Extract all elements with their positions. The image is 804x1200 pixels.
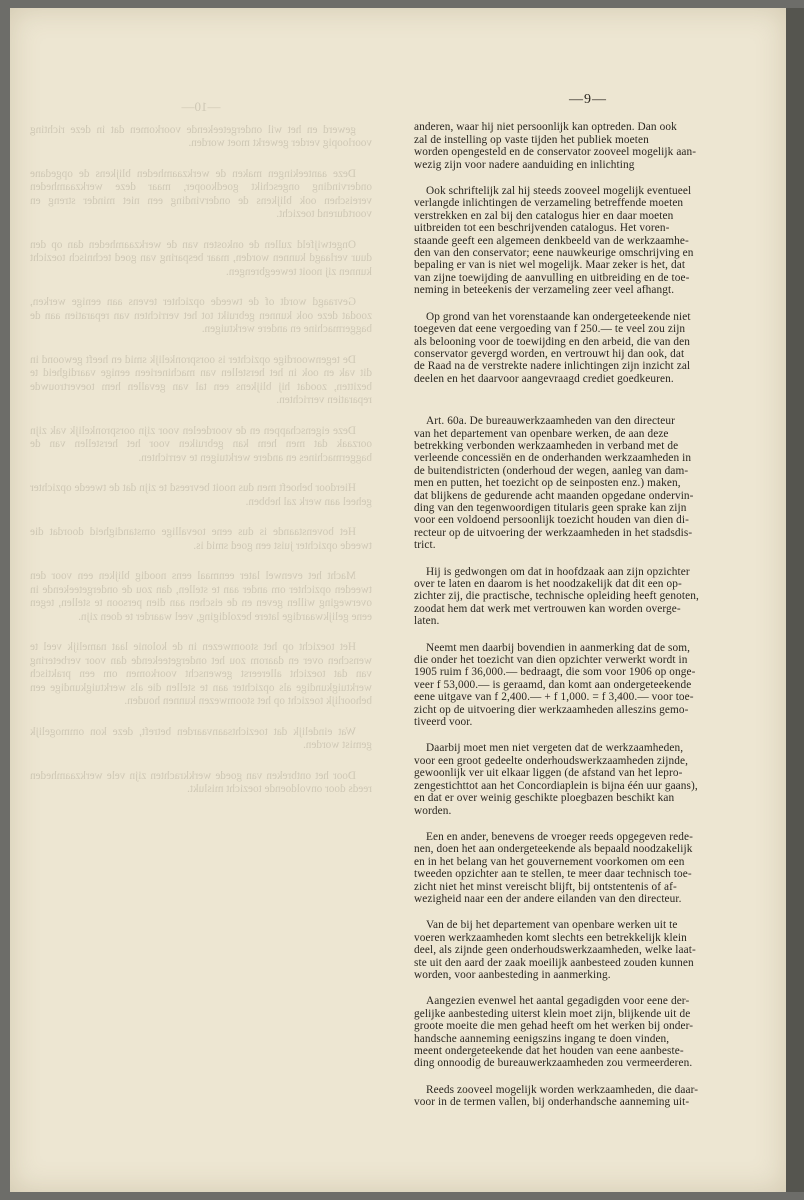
text-line: meent ondergeteekende dat het houden van eene aanbeste- [414,1045,684,1057]
text-line: verleende concessiën en de onderhanden werkzaamheden in [414,452,692,465]
page-number: —9— [569,92,607,107]
text-line: conservator gevergd worden, en vertrouwt hij dan ook, dat [414,347,685,360]
text-line: voor een groot gedeelte onderhoudswerkzaamheden zijnde, [414,754,689,767]
show-through-paragraph: Deze eigenschappen en de voordeelen voor zijn oorspronkelijk vak zijn oorzaak dat men hem kan gebruiken voor het herstellen van de baggermachines en andere werktuigen te verrichten. [30,424,372,464]
text-line: ste uit den aard der zaak moeilijk aanbesteed zouden kunnen [414,956,694,969]
text-line: recteur op de uitvoering der werkzaamheden in het stadsdis- [414,526,693,539]
show-through-paragraph: Macht het evenwel later eenmaal eens noodig blijken een voor den tweeden opzichter om ander aan te stellen, dan zou de ondergeteekende in overweging willen geven en de eischen aan dien persoon te stellen, tegen eene gelijkwaardige latere bezoldiging, veel waarder te doen zijn. [30,570,372,623]
text-line: betrekking verbonden werkzaamheden in verband met de [414,439,679,452]
text-line: gewoonlijk ver uit elkaar liggen (de afstand van het lepro- [414,767,683,780]
text-line: dat blijkens de gedurende acht maanden opgedane ondervin- [414,489,694,502]
text-line: deel, als zijnde geen onderhoudswerkzaamheden, welke laat- [414,944,696,957]
text-line: de buitendistricten (onderhoud der wegen, aanleg van dam- [414,464,689,477]
text-line: verlangde inlichtingen de verzameling betreffende moeten [414,197,684,210]
paragraph-p5 [414,566,762,628]
text-line: eene uitgave van f 2,400.— + f 1,000. = f 3,400.— voor toe- [414,691,694,704]
text-line: Daarbij moet men niet vergeten dat de werkzaamheden, [426,742,684,755]
page-edge-shadow [786,8,804,1192]
paragraph-p8 [414,831,762,905]
text-line: voor een voldoend persoonlijk toezicht houden van dien di- [414,514,689,527]
text-line: Op grond van het vorenstaande kan ondergeteekende niet [426,310,691,323]
text-line: worden. [414,804,452,817]
text-line: ding van den tegenwoordigen titularis geen sprake kan zijn [414,501,687,514]
paragraph-p6 [414,642,762,729]
paragraph-p2 [414,185,762,297]
text-line: 1905 ruim f 36,000.— bedraagt, die som voor 1906 op onge- [414,666,696,679]
text-line: en in het belang van het gouvernement voorkomen om een [414,855,685,868]
text-line: tweeden opzichter aan te stellen, te meer daar technisch toe- [414,868,692,881]
text-line: voor in de termen vallen, bij onderhandsche aanneming uit- [414,1096,690,1109]
paragraph-p4 [414,415,762,551]
text-line: laten. [414,615,440,628]
text-line: worden opengesteld en de conservator zooveel mogelijk aan- [414,146,697,159]
text-line: en dat er over weinig geschikte ploegbazen beschikt kan [414,792,675,805]
paragraph-p7 [414,742,762,816]
show-through-paragraph: Deze aanteekingen maken de werkzaamheden blijkens de opgedane ondervinding ongeschikt goedkooper, maar deze werkzaamheden vereischen ook blijkens de ondervinding een niet minder streng en voortdurend toezicht. [30,167,372,220]
text-line: Reeds zooveel mogelijk worden werkzaamheden, die daar- [426,1083,699,1096]
show-through-paragraph: De tegenwoordige opzichter is oorspronkelijk smid en heeft gewoond in dit vak en ook in het herstellen van machinerieen eenige vaardigheid te bezitten, zoodat hij blijkens een tal van gevallen hem toevertrouwde reparatien verrichten. [30,353,372,406]
text-line: uitbreiden tot een beschrijvenden catalogus. Het voren- [414,222,670,235]
text-line: anderen, waar hij niet persoonlijk kan optreden. Dan ook [414,121,677,134]
text-line: Ook schriftelijk zal hij steeds zooveel mogelijk eventueel [426,185,692,198]
text-line: tiveerd voor. [414,716,473,729]
text-line: handsche aanneming eenigszins ingang te doen vinden, [414,1032,670,1045]
text-line: staande geeft een algemeen denkbeeld van de werkzaamhe- [414,234,689,247]
text-line: neming in beteekenis der verzameling zeer veel afhangt. [414,284,675,297]
text-line: zengestichttot aan het Concordiaplein is bijna één uur gaans), [414,779,698,792]
text-line: zal de instelling op vaste tijden het publiek moeten [414,133,649,146]
show-through-paragraph: Gevraagd wordt of de tweede opzichter tevens aan eenige werken, zoodat deze ook kunnen gebruikt tot het verrichten van reparatien aan de baggermachine en andere werktuigen. [30,296,372,335]
text-line: die onder het toezicht van dien opzichter verwerkt wordt in [414,654,688,667]
show-through-paragraph: Het bovenstaande is dus eene toevallige omstandigheid doordat die tweede opzichter juist een goed smid is. [30,526,372,552]
show-through-page-number: —10— [181,99,221,114]
text-line: als belooning voor de toewijding en den arbeid, die van den [414,335,691,348]
text-line: zicht niet het minst vereischt blijft, bij ontstentenis of af- [414,880,677,893]
text-line: worden, voor aanbesteding in aanmerking. [414,968,611,981]
text-line: over te laten en daarom is het noodzakelijk dat dit een op- [414,578,682,590]
show-through-paragraph: Ongetwijfeld zullen de onkosten van de werkzaamheden dan op den duur verlaagd kunnen worden, maar besparing van goed technisch toezicht kunnen zij nooit teweegbrengen. [30,238,372,278]
text-line: Neemt men daarbij bovendien in aanmerking dat de som, [426,641,691,654]
paragraph-p10 [414,995,762,1069]
text-line: Van de bij het departement van openbare werken uit te [426,919,678,932]
text-line: trict. [414,539,436,552]
show-through-paragraph: Wat eindelijk dat toezichtsaanvaarden betreft, deze kon ommogelijk gemist worden. [30,725,372,751]
text-line: voeren werkzaamheden komt slechts een betrekkelijk klein [414,931,687,944]
text-line: zicht op de uitvoering dier werkzaamheden alleszins gemo- [414,703,689,716]
show-through-paragraph: Hierdoor behoeft men dus nooit bevreesd te zijn dat de tweede opzichter geheel aan werk zal hebben. [30,482,372,508]
text-line: men en putten, het toezicht op de seinposten enz.) maken, [414,477,681,490]
text-line: van het departement van openbare werken, de aan deze [414,427,669,440]
text-line: den van den conservator; eene nauwkeurige omschrijving en [414,247,694,260]
text-line: gelijke aanbesteding uiterst klein moet zijn, blijkende uit de [414,1007,691,1020]
text-line: toegeven dat eene vergoeding van f 250.— te veel zou zijn [414,323,686,336]
show-through-paragraph: Door het ontbreken van goede werkkrachten zijn vele werkzaamheden reeds door onvoldoende toezicht mislukt. [30,769,372,795]
text-line: ding onnoodig de bureauwerkzaamheden zou vermeerderen. [414,1057,693,1070]
main-text-column [414,94,762,1123]
text-line: veer f 53,000.— is geraamd, dan komt aan ondergeteekende [414,678,692,691]
text-line: deelen en het daarvoor aangevraagd crediet goedkeuren. [414,372,674,385]
text-line: Art. 60a. De bureauwerkzaamheden van den directeur [426,415,676,428]
show-through-paragraph: gewerd en het wil ondergeteekende voorkomen dat in deze richting voorloopig verder gewerkt moet worden. [30,123,372,149]
text-line: zichter zij, die practische, technische opleiding heeft genoten, [414,590,699,603]
text-line: wezig zijn voor nadere aanduiding en inlichting [414,158,635,171]
text-line: de Raad na de verstrekte nadere inlichtingen zijn inzicht zal [414,360,691,373]
text-line: van zijne toewijding de aanvulling en uitbreiding en de toe- [414,271,690,284]
text-line: bepaling er van is niet wel mogelijk. Maar zeker is het, dat [414,259,686,272]
text-line: groote moeite die men gehad heeft om het werken bij onder- [414,1020,694,1033]
paragraph-p3 [414,311,762,385]
paragraph-p1 [414,121,762,171]
text-line: nen, doen het aan ondergeteekende als bepaald noodzakelijk [414,843,693,856]
text-line: Een en ander, benevens de vroeger reeds opgegeven rede- [426,830,693,843]
text-line: zoodat hem dat werk met vertrouwen kan worden overge- [414,602,681,615]
show-through-paragraph: Het toezicht op het stoomwezen in de kolonie laat namelijk veel te wenschen over en daarom zou het ondergeteekende dan voor verbetering van dat toezicht allereerst gewenscht voorkomen om een praktisch werktuigkundige als opzichter aan te stellen die als werktuigkundige een behoorlijk toezicht op het stoomwezen kunnen houden. [30,641,372,707]
paragraph-p9 [414,919,762,981]
paragraph-p11 [414,1084,762,1109]
text-line: Hij is gedwongen om dat in hoofdzaak aan zijn opzichter [426,565,690,578]
text-line: Aangezien evenwel het aantal gegadigden voor eene der- [426,995,690,1008]
text-line: wezigheid naar een der andere eilanden van den directeur. [414,892,682,905]
text-line: verstrekken en zal bij den catalogus hier en daar moeten [414,209,674,222]
show-through-text [30,100,372,814]
